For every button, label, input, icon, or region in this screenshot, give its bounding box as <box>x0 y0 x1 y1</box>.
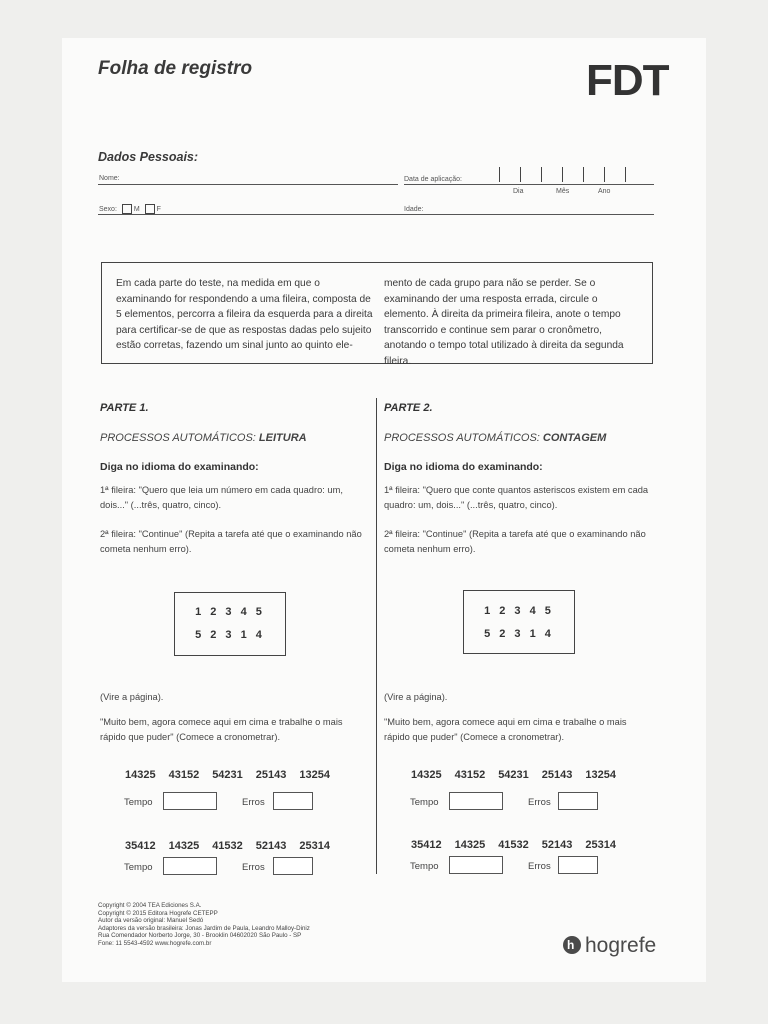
part2-tempo2-label: Tempo <box>410 861 439 872</box>
item: 41532 <box>212 840 243 852</box>
part1-erros2-field[interactable] <box>273 857 313 875</box>
part1-diga: Diga no idioma do examinando: <box>100 461 259 473</box>
part2-process-name: CONTAGEM <box>542 432 607 444</box>
column-divider <box>376 398 377 874</box>
item: 25143 <box>541 769 573 781</box>
item: 52143 <box>541 839 573 851</box>
sexo-group <box>99 204 161 214</box>
part2-erros1-field[interactable] <box>558 792 598 810</box>
copyright-line: Autor da versão original: Manuel Sedó <box>98 917 204 925</box>
dia-label: Dia <box>513 188 524 195</box>
copyright-line: Copyright © 2004 TEA Ediciones S.A. <box>98 902 202 909</box>
part1-tempo2-label: Tempo <box>124 862 153 873</box>
part1-row1 <box>125 769 343 781</box>
copyright-line: Rua Comendador Norberto Jorge, 30 - Brooklin 04602020 São Paulo - SP <box>98 932 302 940</box>
part2-heading: PARTE 2. <box>384 402 433 414</box>
ano-label: Ano <box>598 188 611 195</box>
data-field-line[interactable] <box>404 184 654 185</box>
part2-tempo1-field[interactable] <box>449 792 503 810</box>
part2-tempo1-label: Tempo <box>410 797 439 808</box>
part2-instruction-1: 1ª fileira: "Quero que conte quantos asteriscos existem em cada quadro: um, dois..." (...três, quatro, cinco). <box>384 485 649 510</box>
part1-tempo1-field[interactable] <box>163 792 217 810</box>
hogrefe-logo-icon: h <box>563 936 581 954</box>
instructions-left: Em cada parte do teste, na medida em que o examinando for respondendo a uma fileira, composta de 5 elementos, percorra a fileira da esquerda para a direita para certificar-se de que as respostas dadas pelo sujeito estão corretas, fazendo um sinal junto ao quinto ele- <box>116 278 373 351</box>
test-code: FDT <box>586 56 669 105</box>
copyright-block <box>98 902 310 948</box>
part2-diga: Diga no idioma do examinando: <box>384 461 543 473</box>
item: 25143 <box>255 769 287 781</box>
copyright-line: Copyright © 2015 Editora Hogrefe CETEPP <box>98 909 218 917</box>
part2-instruction-2: 2ª fileira: "Continue" (Repita a tarefa até que o examinando não cometa nenhum erro). <box>384 529 646 554</box>
part1-instruction-2: 2ª fileira: "Continue" (Repita a tarefa até que o examinando não cometa nenhum erro). <box>100 529 362 554</box>
part1-heading: PARTE 1. <box>100 402 149 414</box>
part2-sample-row2: 5 2 3 1 4 <box>484 628 554 640</box>
sexo-idade-line <box>98 214 654 215</box>
sexo-m-label: M <box>133 205 140 213</box>
item: 41532 <box>498 839 529 851</box>
part1-process-name: LEITURA <box>258 432 307 444</box>
part1-muito: "Muito bem, agora comece aqui em cima e trabalhe o mais rápido que puder" (Comece a cronometrar). <box>100 717 343 742</box>
part1-tempo2-field[interactable] <box>163 857 217 875</box>
item: 43152 <box>454 769 486 781</box>
sexo-f-checkbox[interactable] <box>145 204 155 214</box>
item: 14325 <box>125 769 156 781</box>
item: 43152 <box>168 769 200 781</box>
part1-vire: (Vire a página). <box>100 692 164 702</box>
item: 14325 <box>454 839 486 851</box>
part2-erros2-field[interactable] <box>558 856 598 874</box>
part1-erros2-label: Erros <box>242 862 265 873</box>
sexo-f-label: F <box>156 205 161 213</box>
sexo-label: Sexo: <box>99 205 117 213</box>
item: 35412 <box>411 839 442 851</box>
item: 14325 <box>168 840 200 852</box>
part2-vire: (Vire a página). <box>384 692 448 702</box>
part2-row2 <box>411 839 629 851</box>
item: 13254 <box>585 769 616 781</box>
hogrefe-logo-text: hogrefe <box>585 934 657 957</box>
item: 54231 <box>212 769 243 781</box>
part2-erros1-label: Erros <box>528 797 551 808</box>
part1-erros1-field[interactable] <box>273 792 313 810</box>
mes-label: Mês <box>556 188 570 195</box>
part2-row1 <box>411 769 629 781</box>
item: 35412 <box>125 840 156 852</box>
part1-instruction-1: 1ª fileira: "Quero que leia um número em cada quadro: um, dois..." (...três, quatro, cinco). <box>100 485 343 510</box>
item: 25314 <box>585 839 616 851</box>
part1-row2 <box>125 840 343 852</box>
copyright-line: Adaptores da versão brasileira: Jonas Jardim de Paula, Leandro Malloy-Diniz <box>98 924 310 932</box>
part1-tempo1-label: Tempo <box>124 797 153 808</box>
copyright-line: Fone: 11 5543-4592 www.hogrefe.com.br <box>98 939 212 947</box>
part2-sample-row1: 1 2 3 4 5 <box>484 605 554 617</box>
part1-sample-row1: 1 2 3 4 5 <box>195 606 265 618</box>
part1-sample-box <box>174 592 286 656</box>
item: 54231 <box>498 769 529 781</box>
hogrefe-logo <box>563 934 656 958</box>
item: 25314 <box>299 840 330 852</box>
part2-tempo2-field[interactable] <box>449 856 503 874</box>
instructions-right: mento de cada grupo para não se perder. Se o examinando der uma resposta errada, circule o elemento. À direita da primeira fileira, anote o tempo transcorrido e continue sem parar o cronômetro, anotando o tempo total utilizado à direita da segunda fileira. <box>384 278 624 367</box>
data-label: Data de aplicação: <box>404 176 462 183</box>
instructions-box <box>101 262 653 367</box>
part1-sample-row2: 5 2 3 1 4 <box>195 629 265 641</box>
part1-erros1-label: Erros <box>242 797 265 808</box>
nome-field-line[interactable] <box>98 184 398 185</box>
page-title: Folha de registro <box>98 58 253 79</box>
item: 14325 <box>411 769 442 781</box>
part2-erros2-label: Erros <box>528 861 551 872</box>
part2-muito: "Muito bem, agora comece aqui em cima e trabalhe o mais rápido que puder" (Comece a cronometrar). <box>384 717 627 742</box>
part2-process: PROCESSOS AUTOMÁTICOS: CONTAGEM <box>384 432 607 444</box>
sexo-m-checkbox[interactable] <box>122 204 132 214</box>
section-title: Dados Pessoais: <box>98 150 199 164</box>
part2-sample-box <box>463 590 575 654</box>
item: 52143 <box>255 840 287 852</box>
idade-label: Idade: <box>404 206 424 213</box>
part1-process: PROCESSOS AUTOMÁTICOS: LEITURA <box>100 432 307 444</box>
nome-label: Nome: <box>99 175 120 182</box>
item: 13254 <box>299 769 330 781</box>
